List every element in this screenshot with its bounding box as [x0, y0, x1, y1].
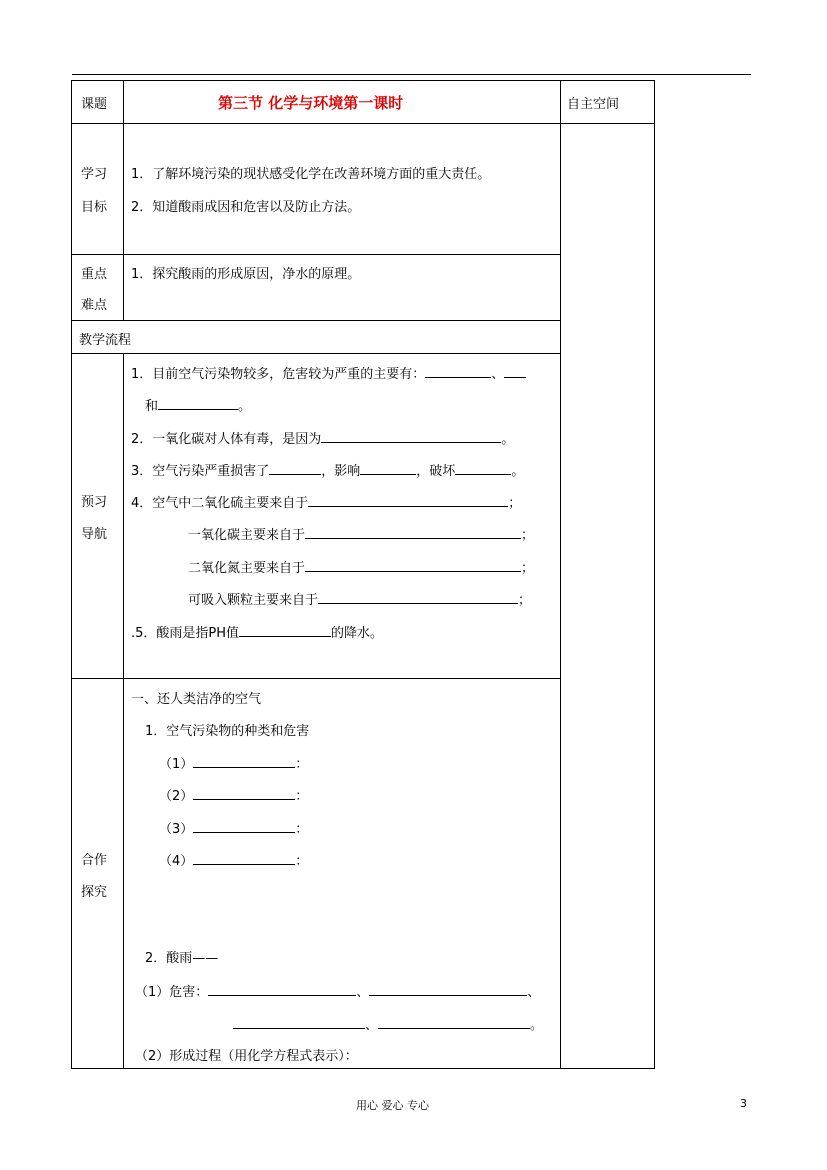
harm-label: （1）危害：: [135, 985, 209, 1000]
label-column-divider-lower: [123, 353, 124, 1069]
blank[interactable]: [305, 525, 521, 539]
blank[interactable]: [158, 396, 238, 410]
explore-label-2: 探究: [81, 885, 108, 900]
item-index: （1）: [159, 757, 194, 772]
preview-q1-end: 。: [238, 399, 252, 414]
goal-line-1: 1．了解环境污染的现状感受化学在改善环境方面的重大责任。: [131, 167, 491, 182]
top-rule: [72, 74, 751, 75]
goal-line-2: 2．知道酸雨成因和危害以及防止方法。: [131, 200, 361, 215]
preview-q4d-end: ；: [518, 593, 532, 608]
explore-section-2: 2．酸雨——: [145, 951, 219, 966]
row-line-bottom: [71, 1068, 655, 1069]
pollutant-item-2: [159, 785, 308, 804]
side-column-divider: [560, 80, 561, 1069]
blank[interactable]: [321, 429, 501, 443]
preview-q4-text: 4．空气中二氧化硫主要来自于: [131, 496, 309, 511]
preview-q3-b: ，影响: [321, 464, 361, 479]
row-line-focus: [71, 320, 561, 321]
preview-label-2: 导航: [81, 527, 108, 542]
item-index: （3）: [159, 822, 194, 837]
explore-section-1: 一、还人类洁净的空气: [131, 692, 262, 707]
acid-rain-formation: （2）形成过程（用化学方程式表示）：: [135, 1049, 358, 1064]
acid-rain-harm: [135, 981, 540, 1000]
blank[interactable]: [233, 1015, 365, 1029]
preview-q3-text: 3．空气污染严重损害了: [131, 464, 270, 479]
blank[interactable]: [269, 461, 321, 475]
preview-q4b-end: ；: [521, 528, 535, 543]
focus-label-2: 难点: [81, 298, 108, 313]
pollutant-item-1: [159, 753, 308, 772]
harm-sep-2: 、: [527, 985, 541, 1000]
blank[interactable]: [504, 364, 526, 378]
item-colon: ：: [295, 854, 309, 869]
table-border-right: [654, 80, 655, 1069]
item-colon: ：: [295, 822, 309, 837]
explore-label-1: 合作: [81, 853, 108, 868]
preview-q2-text: 2．一氧化碳对人体有毒，是因为: [131, 432, 322, 447]
preview-q1b-text: 和: [145, 399, 159, 414]
item-colon: ：: [295, 789, 309, 804]
preview-q1: [131, 363, 526, 382]
explore-section-1-1: 1．空气污染物的种类和危害: [145, 724, 310, 739]
preview-q5: [131, 622, 383, 641]
header-label: 课题: [81, 97, 108, 112]
preview-q4b: [188, 524, 534, 543]
label-column-divider: [123, 80, 124, 320]
goals-label-2: 目标: [81, 200, 108, 215]
blank[interactable]: [425, 364, 491, 378]
preview-q2: [131, 428, 514, 447]
preview-q2-end: 。: [501, 432, 515, 447]
focus-label-1: 重点: [81, 267, 108, 282]
preview-q1-text: 1．目前空气污染物较多，危害较为严重的主要有：: [131, 367, 426, 382]
item-colon: ：: [295, 757, 309, 772]
preview-q4c-end: ；: [521, 561, 535, 576]
preview-q1b: [145, 395, 251, 414]
blank[interactable]: [378, 1015, 530, 1029]
side-column-title: 自主空间: [567, 97, 620, 112]
page-number: 3: [740, 1097, 747, 1110]
blank[interactable]: [193, 851, 295, 865]
blank[interactable]: [308, 493, 508, 507]
blank[interactable]: [318, 590, 518, 604]
row-line-preview: [71, 678, 561, 679]
preview-q4: [131, 492, 521, 511]
row-line-header: [71, 123, 655, 124]
preview-label-1: 预习: [81, 495, 108, 510]
pollutant-item-4: [159, 850, 308, 869]
preview-q5-text: .5．酸雨是指PH值: [131, 626, 240, 641]
flow-label: 教学流程: [79, 333, 132, 348]
goals-label-1: 学习: [81, 167, 108, 182]
blank[interactable]: [239, 623, 331, 637]
preview-q4c-text: 二氧化氮主要来自于: [188, 561, 306, 576]
blank[interactable]: [193, 786, 295, 800]
preview-q4d-text: 可吸入颗粒主要来自于: [188, 593, 319, 608]
row-line-top: [71, 80, 655, 81]
blank[interactable]: [208, 982, 356, 996]
blank[interactable]: [455, 461, 511, 475]
row-line-goals: [71, 254, 561, 255]
blank[interactable]: [369, 982, 527, 996]
preview-q4c: [188, 557, 534, 576]
page-title: 第三节 化学与环境第一课时: [218, 94, 404, 112]
preview-q3-c: ，破坏: [416, 464, 456, 479]
preview-q4-end: ；: [508, 496, 522, 511]
preview-q3-end: 。: [511, 464, 525, 479]
blank[interactable]: [193, 819, 295, 833]
preview-q1-sep: 、: [491, 367, 505, 382]
table-border-left: [71, 80, 72, 1069]
harm-end: 。: [530, 1018, 544, 1033]
preview-q3: [131, 460, 524, 479]
harm-sep-3: 、: [365, 1018, 379, 1033]
preview-q4d: [188, 589, 531, 608]
preview-q5-end: 的降水。: [331, 626, 384, 641]
blank[interactable]: [360, 461, 416, 475]
item-index: （4）: [159, 854, 194, 869]
harm-sep: 、: [356, 985, 370, 1000]
item-index: （2）: [159, 789, 194, 804]
footer-motto: 用心 爱心 专心: [356, 1099, 429, 1112]
blank[interactable]: [305, 558, 521, 572]
row-line-flow: [71, 353, 561, 354]
preview-q4b-text: 一氧化碳主要来自于: [188, 528, 306, 543]
acid-rain-harm-2: [233, 1014, 543, 1033]
focus-line-1: 1．探究酸雨的形成原因，净水的原理。: [131, 267, 361, 282]
blank[interactable]: [193, 754, 295, 768]
pollutant-item-3: [159, 818, 308, 837]
